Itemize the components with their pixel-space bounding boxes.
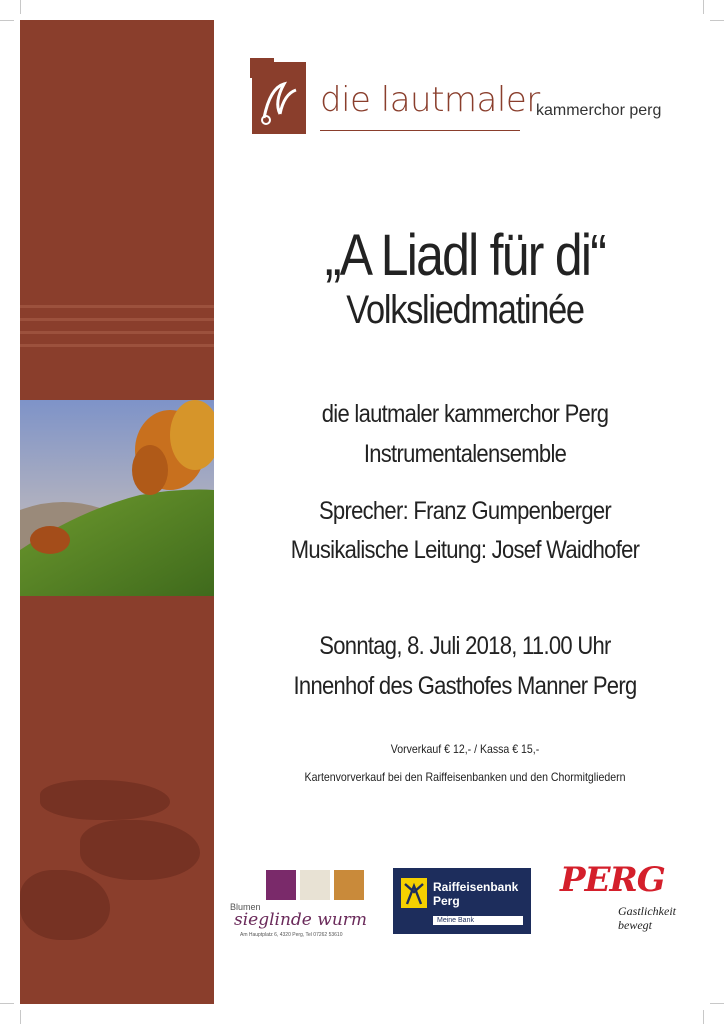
crop-mark: [703, 0, 704, 14]
raiffeisen-gable-icon: [401, 878, 427, 908]
crop-mark: [20, 0, 21, 14]
crop-mark: [0, 20, 14, 21]
choir-name: die lautmaler: [320, 80, 540, 120]
performer-line: Instrumentalensemble: [363, 440, 567, 468]
logo-underline: [320, 130, 520, 131]
ticket-prices: Vorverkauf € 12,- / Kassa € 15,-: [390, 742, 540, 756]
crop-mark: [0, 1003, 14, 1004]
ticket-info: Kartenvorverkauf bei den Raiffeisenbanken und den Chormitgliedern: [304, 770, 626, 784]
music-notes-icon: [250, 58, 312, 138]
event-venue: Innenhof des Gasthofes Manner Perg: [293, 672, 637, 700]
landscape-photo: [20, 400, 214, 596]
perg-town-logo: [556, 860, 686, 936]
florist-sponsor-logo: [230, 868, 370, 940]
florist-address: Am Hauptplatz 6, 4320 Perg, Tel 07262 53610: [240, 932, 343, 938]
direction-line: Musikalische Leitung: Josef Waidhofer: [290, 536, 640, 564]
event-date: Sonntag, 8. Juli 2018, 11.00 Uhr: [319, 632, 611, 660]
flower-photo: [266, 870, 296, 900]
bank-location: Perg: [433, 894, 460, 908]
event-subtitle: Volksliedmatinée: [346, 288, 584, 332]
crop-mark: [703, 1010, 704, 1024]
performer-line: die lautmaler kammerchor Perg: [321, 400, 609, 428]
raiffeisen-sponsor-logo: [393, 868, 531, 934]
flower-photo: [300, 870, 330, 900]
perg-wordmark: PERG: [560, 860, 665, 900]
choir-subtitle: kammerchor perg: [536, 102, 662, 119]
florist-name: sieglinde wurm: [234, 910, 368, 930]
flower-photo: [334, 870, 364, 900]
bank-name: Raiffeisenbank: [433, 880, 519, 894]
perg-slogan: Gastlichkeit: [618, 904, 676, 918]
crop-mark: [20, 1010, 21, 1024]
crop-mark: [710, 1003, 724, 1004]
bank-slogan: Meine Bank: [433, 916, 523, 925]
event-title: „A Liadl für di“: [324, 223, 606, 288]
crop-mark: [710, 20, 724, 21]
perg-slogan: bewegt: [618, 918, 652, 932]
speaker-line: Sprecher: Franz Gumpenberger: [318, 497, 612, 525]
florist-prefix: Blumen: [230, 902, 261, 912]
